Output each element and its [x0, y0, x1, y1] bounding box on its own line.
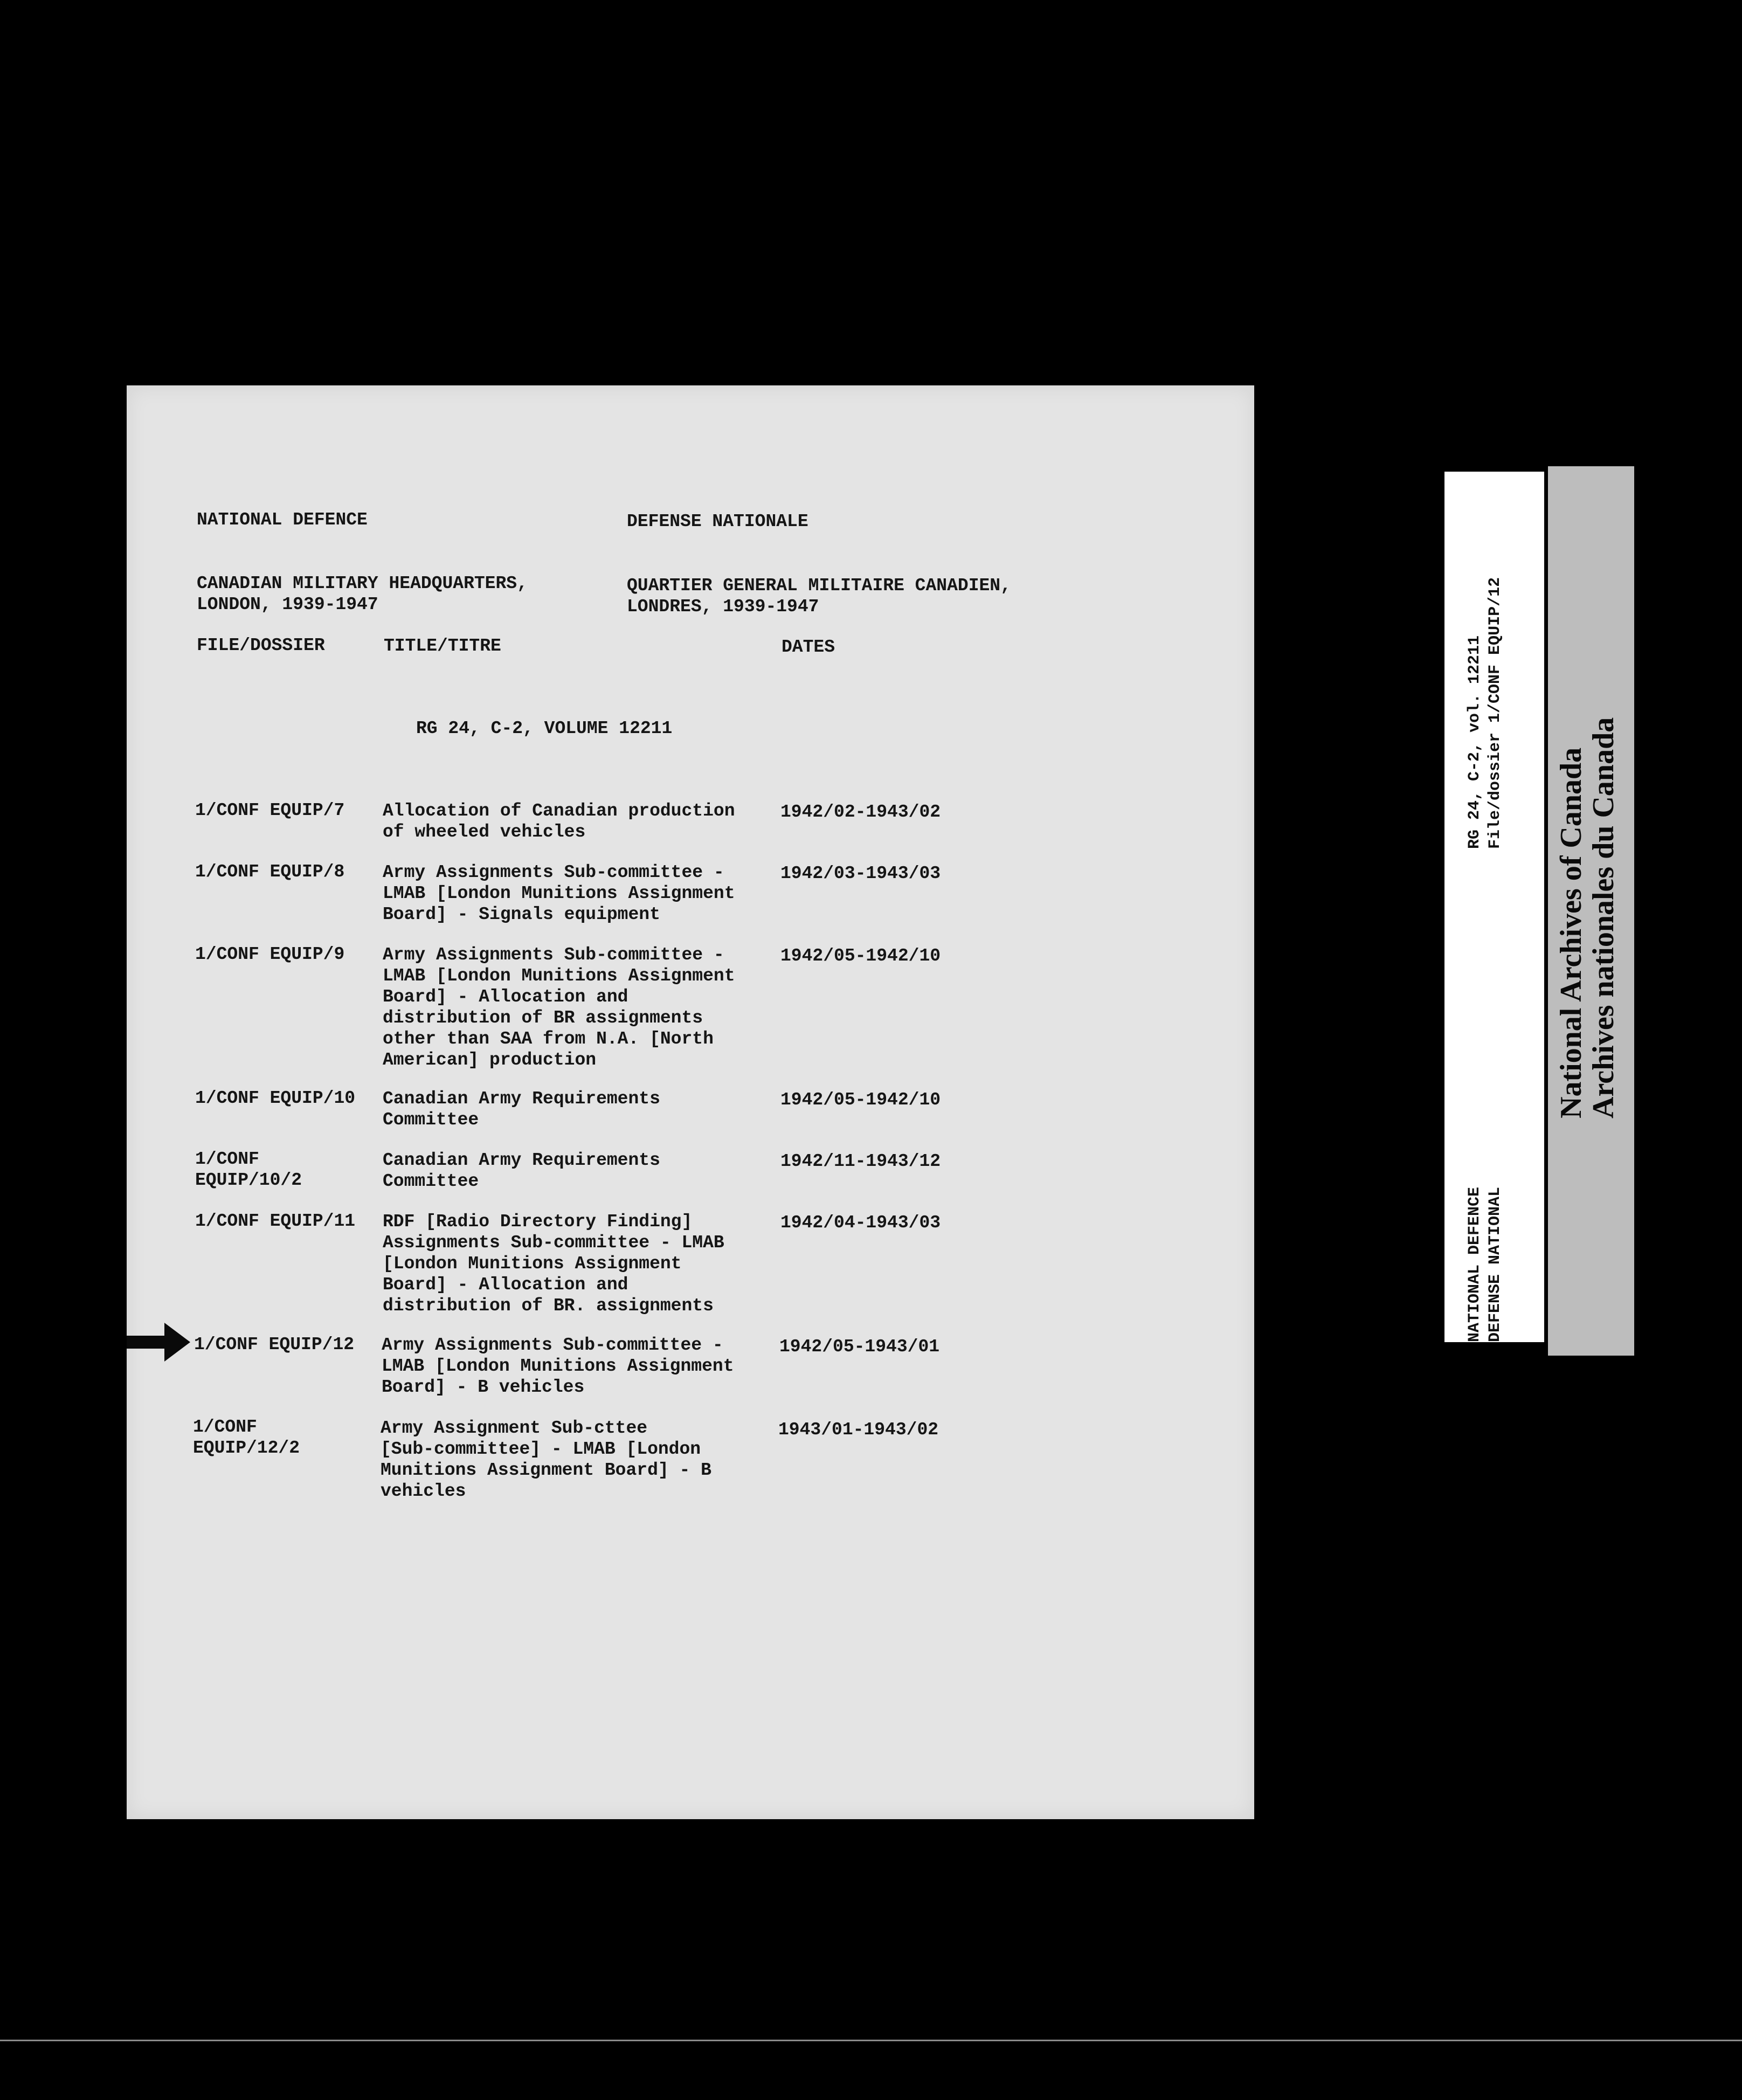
row-title-line: Army Assignments Sub-committee - [382, 1335, 723, 1355]
row-file: 1/CONF EQUIP/7 [195, 800, 345, 820]
row-title-line: Board] - Signals equipment [383, 904, 660, 924]
row-title-line: Munitions Assignment Board] - B [381, 1460, 711, 1480]
archive-label-en: National Archives of Canada [1554, 747, 1588, 1118]
row-file: 1/CONF EQUIP/9 [195, 944, 345, 964]
file-label-volume: RG 24, C-2, vol. 12211 [1466, 635, 1484, 849]
row-title-line: Allocation of Canadian production [383, 801, 735, 821]
row-file: EQUIP/10/2 [195, 1170, 302, 1190]
row-title-line: Army Assignments Sub-committee - [383, 945, 724, 965]
row-title-line: American] production [383, 1050, 597, 1070]
row-file: 1/CONF EQUIP/12 [194, 1335, 355, 1355]
row-title-line: distribution of BR assignments [383, 1008, 703, 1028]
column-header-file: FILE/DOSSIER [197, 635, 325, 655]
header-hq-en-2: LONDON, 1939-1947 [197, 595, 378, 614]
row-dates: 1942/05-1942/10 [780, 1090, 941, 1110]
archive-label-fr: Archives nationales du Canada [1587, 717, 1620, 1118]
row-title-line: distribution of BR. assignments [383, 1296, 714, 1316]
arrow-pointer-icon [127, 1321, 191, 1364]
row-dates: 1942/04-1943/03 [780, 1213, 941, 1233]
row-title-line: vehicles [381, 1481, 466, 1501]
header-dept-fr: DEFENSE NATIONALE [627, 512, 808, 531]
row-dates: 1942/11-1943/12 [780, 1151, 941, 1171]
scan-edge-line [0, 2040, 1742, 2041]
row-title-line: Army Assignment Sub-cttee [381, 1418, 648, 1438]
row-dates: 1942/03-1943/03 [780, 864, 941, 883]
row-file: 1/CONF [193, 1417, 257, 1437]
header-hq-fr-1: QUARTIER GENERAL MILITAIRE CANADIEN, [627, 576, 1011, 596]
row-title-line: other than SAA from N.A. [North [383, 1029, 714, 1049]
volume-heading: RG 24, C-2, VOLUME 12211 [416, 719, 673, 738]
header-hq-en-1: CANADIAN MILITARY HEADQUARTERS, [197, 574, 528, 593]
row-title-line: Army Assignments Sub-committee - [383, 862, 724, 882]
row-title-line: Committee [383, 1110, 479, 1130]
row-title-line: RDF [Radio Directory Finding] [383, 1212, 693, 1232]
row-file: 1/CONF EQUIP/10 [195, 1088, 356, 1108]
file-label-dossier: File/dossier 1/CONF EQUIP/12 [1486, 577, 1504, 849]
header-dept-en: NATIONAL DEFENCE [197, 510, 368, 530]
row-file: EQUIP/12/2 [193, 1438, 300, 1458]
row-title-line: Assignments Sub-committee - LMAB [383, 1233, 724, 1253]
column-header-title: TITLE/TITRE [384, 636, 501, 656]
row-title-line: Canadian Army Requirements [383, 1150, 660, 1170]
row-dates: 1942/05-1942/10 [780, 946, 941, 966]
row-title-line: LMAB [London Munitions Assignment [383, 966, 735, 986]
row-title-line: [London Munitions Assignment [383, 1254, 682, 1274]
column-header-dates: DATES [782, 637, 835, 657]
row-title-line: Board] - Allocation and [383, 1275, 628, 1295]
row-title-line: LMAB [London Munitions Assignment [382, 1356, 734, 1376]
file-label-defence-fr: DEFENSE NATIONAL [1486, 1186, 1504, 1342]
row-title-line: of wheeled vehicles [383, 822, 586, 842]
row-title-line: Board] - Allocation and [383, 987, 628, 1007]
row-title-line: LMAB [London Munitions Assignment [383, 883, 735, 903]
row-title-line: Board] - B vehicles [382, 1377, 585, 1397]
row-dates: 1942/05-1943/01 [779, 1337, 940, 1357]
file-label-defence-en: NATIONAL DEFENCE [1466, 1186, 1484, 1342]
row-title-line: [Sub-committee] - LMAB [London [381, 1439, 701, 1459]
row-file: 1/CONF EQUIP/8 [195, 862, 345, 882]
row-file: 1/CONF EQUIP/11 [195, 1211, 356, 1231]
row-title-line: Canadian Army Requirements [383, 1089, 660, 1109]
row-dates: 1942/02-1943/02 [780, 802, 941, 822]
row-dates: 1943/01-1943/02 [778, 1420, 939, 1440]
row-title-line: Committee [383, 1171, 479, 1191]
header-hq-fr-2: LONDRES, 1939-1947 [627, 597, 819, 617]
row-file: 1/CONF [195, 1149, 259, 1169]
